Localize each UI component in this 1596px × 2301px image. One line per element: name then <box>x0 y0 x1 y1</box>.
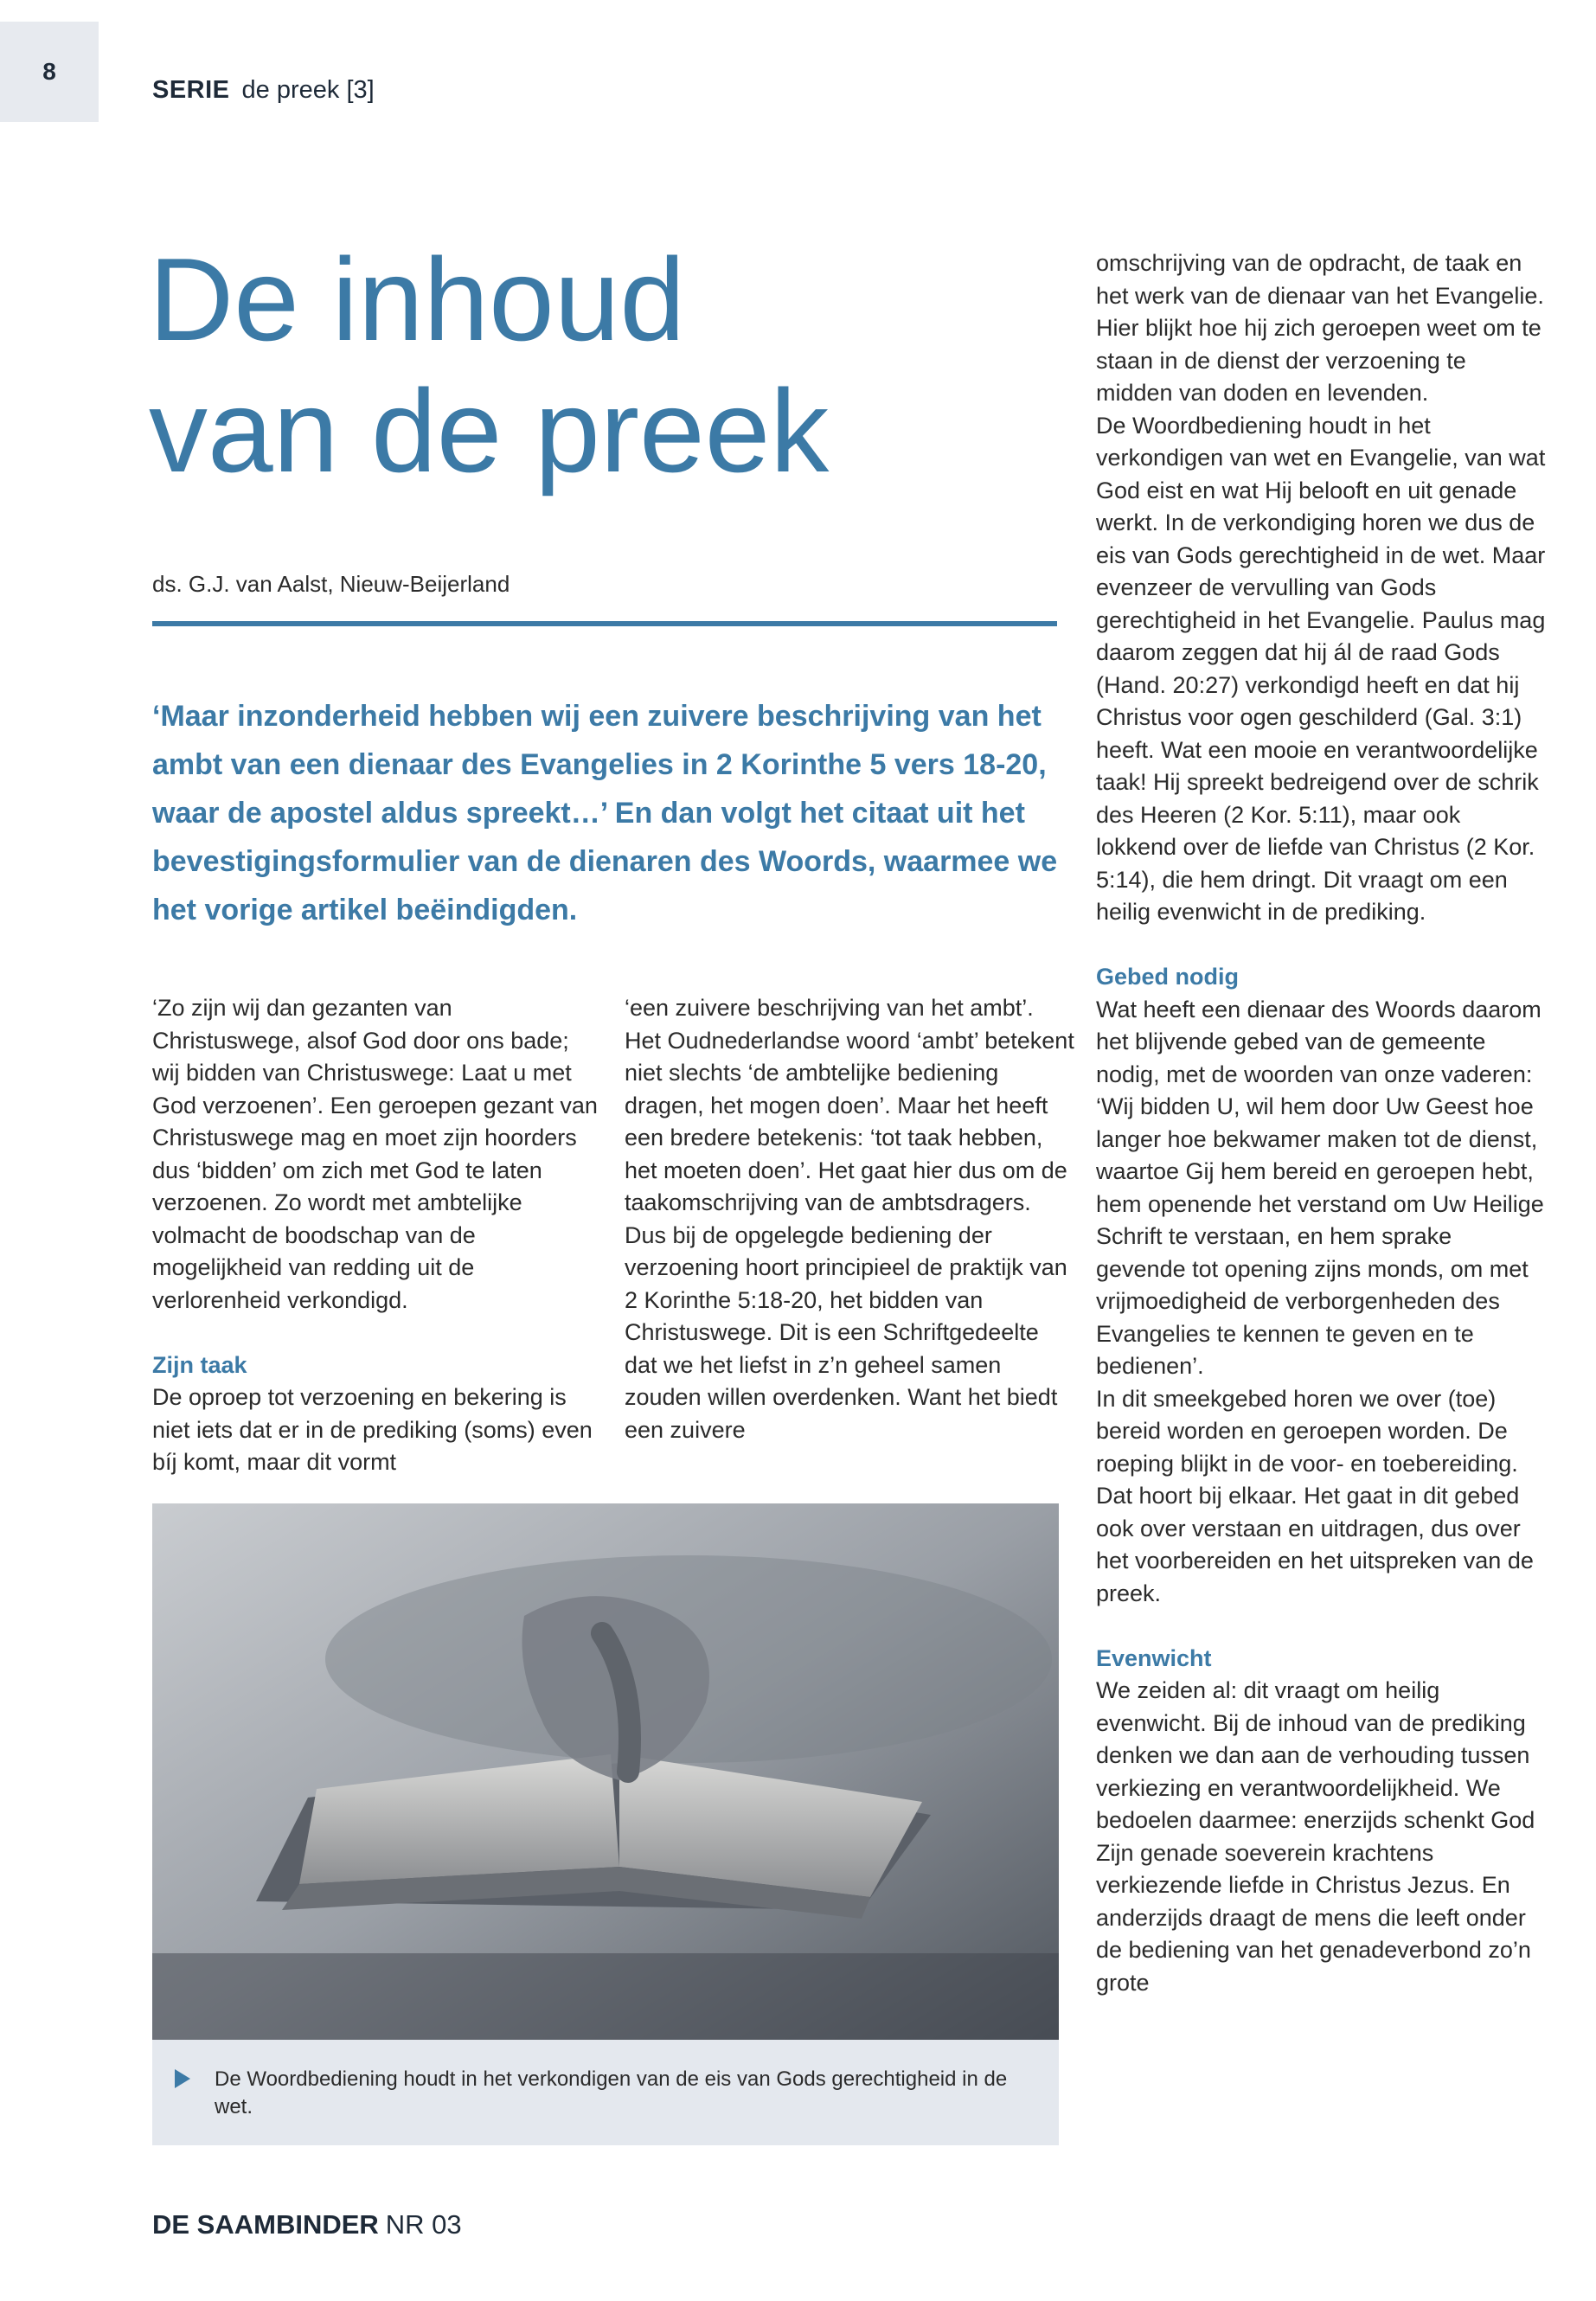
subheading-zijn-taak: Zijn taak <box>152 1351 247 1378</box>
article-title <box>149 234 1031 497</box>
footer-masthead <box>152 2209 462 2240</box>
issue-number: NR 03 <box>385 2209 462 2240</box>
series-title: de preek [3] <box>241 76 375 104</box>
magazine-name: DE SAAMBINDER <box>152 2209 379 2240</box>
body-paragraph: In dit smeekgebed horen we over (toe) bereid worden en geroepen worden. De roeping blijkt in de voor- en toebereiding. Dat hoort bij elkaar. Het gaat in dit gebed ook over verstaan en uitdragen, dus over het voorbereiden en het uitspreken van de preek. <box>1096 1385 1534 1606</box>
body-column-1 <box>152 992 602 1479</box>
body-paragraph: ‘Zo zijn wij dan gezanten van Christuswege, alsof God door ons bade; wij bidden van Christuswege: Laat u met God verzoenen’. Een geroepen gezant van Christuswege mag en moet zijn hoorders dus ‘bidden’ om zich met God te laten verzoenen. Zo wordt met ambtelijke volmacht de boodschap van de mogelijkheid van redding uit de verlorenheid verkondigd. <box>152 995 598 1313</box>
article-title-line2: van de preek <box>149 365 830 497</box>
body-paragraph: Wat heeft een dienaar des Woords daarom het blijvende gebed van de gemeente nodig, met de woorden van onze vaderen: ‘Wij bidden U, wil hem door Uw Geest hoe langer hoe bekwamer maken tot de dienst, waartoe Gij hem bereid en geroepen hebt, hem openende het verstand om Uw Heilige Schrift te verstaan, en hem sprake gevende tot opening zijns monds, om met vrijmoedigheid de verborgenheden des Evangelies te kennen te geven en te bedienen’. <box>1096 996 1544 1379</box>
body-column-2 <box>625 992 1074 1446</box>
body-paragraph: De oproep tot verzoening en bekering is niet iets dat er in de prediking (soms) even bíj komt, maar dit vormt <box>152 1384 593 1475</box>
photo-hand-on-bible <box>152 1503 1059 2040</box>
paragraph-gap <box>152 1317 602 1349</box>
photo-caption <box>152 2040 1059 2145</box>
body-paragraph: De Woordbediening houdt in het verkondigen van wet en Evangelie, van wat God eist en wat Hij belooft en uit genade werkt. In de verkondiging horen we dus de eis van Gods gerechtigheid in de wet. Maar evenzeer de vervulling van Gods gerechtigheid in het Evangelie. Paulus mag daarom zeggen dat hij ál de raad Gods (Hand. 20:27) verkondigd heeft en dat hij Christus voor ogen geschilderd (Gal. 3:1) heeft. Wat een mooie en verantwoordelijke taak! Hij spreekt bedreigend over de schrik des Heeren (2 Kor. 5:11), maar ook lokkend over de liefde van Christus (2 Kor. 5:14), die hem dringt. Dit vraagt om een heilig evenwicht in de prediking. <box>1096 412 1546 925</box>
subheading-gebed-nodig: Gebed nodig <box>1096 964 1239 990</box>
body-column-3 <box>1096 247 1546 1999</box>
caption-text: De Woordbediening houdt in het verkondigen van de eis van Gods gerechtigheid in de wet. <box>215 2067 1008 2118</box>
body-paragraph: We zeiden al: dit vraagt om heilig evenwicht. Bij de inhoud van de prediking denken we dan aan de verhouding tussen verkiezing en verantwoordelijkheid. We bedoelen daarmee: enerzijds schenkt God Zijn genade soeverein krachtens verkiezende liefde in Christus Jezus. En anderzijds draagt de mens die leeft onder de bediening van het genadeverbond zo’n grote <box>1096 1677 1535 1996</box>
bible-illustration <box>152 1503 1059 2040</box>
subheading-evenwicht: Evenwicht <box>1096 1644 1212 1671</box>
running-header <box>152 76 375 105</box>
body-paragraph: ‘een zuivere beschrijving van het ambt’. Het Oudnederlandse woord ‘ambt’ betekent niet slechts ‘de ambtelijke bediening dragen, het mogen doen’. Maar het heeft een bredere betekenis: ‘tot taak hebben, het moeten doen’. Het gaat hier dus om de taakomschrijving van de ambtsdragers. Dus bij de opgelegde bediening der verzoening hoort principieel de praktijk van 2 Korinthe 5:18-20, het bidden van Christuswege. Dit is een Schriftgedeelte dat we het liefst in z’n geheel samen zouden willen overdenken. Want het biedt een zuivere <box>625 995 1074 1443</box>
caption-arrow-icon <box>175 2069 190 2088</box>
article-title-line1: De inhoud <box>149 234 686 365</box>
page-number: 8 <box>0 22 99 122</box>
paragraph-gap <box>1096 929 1546 962</box>
body-paragraph: omschrijving van de opdracht, de taak en het werk van de dienaar van het Evangelie. Hier blijkt hoe hij zich geroepen weet om te staan in de dienst der verzoening te midden van doden en levenden. <box>1096 250 1544 406</box>
title-divider <box>152 621 1057 626</box>
lead-paragraph: ‘Maar inzonderheid hebben wij een zuivere beschrijving van het ambt van een dienaar des Evangelies in 2 Korinthe 5 vers 18-20, waar de apostel aldus spreekt…’ En dan volgt het citaat uit het bevestigingsformulier van de dienaren des Woords, waarmee we het vorige artikel beëindigden. <box>152 700 1058 926</box>
series-label: SERIE <box>152 76 230 104</box>
paragraph-gap <box>1096 1610 1546 1643</box>
byline: ds. G.J. van Aalst, Nieuw-Beijerland <box>152 571 510 597</box>
